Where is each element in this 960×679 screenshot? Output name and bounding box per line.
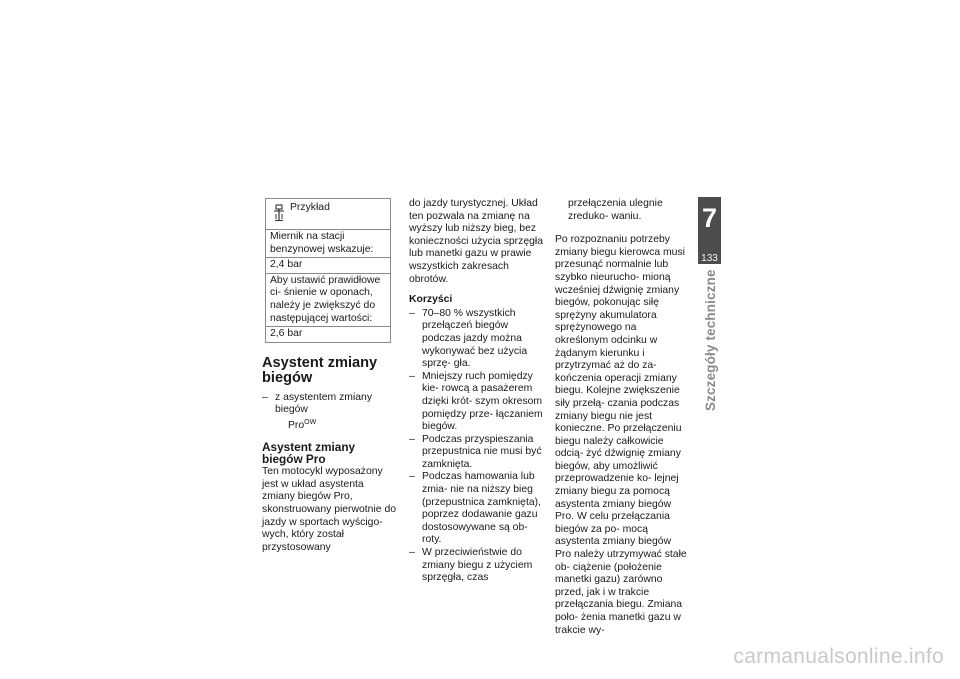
equipment-note: [262, 392, 396, 433]
example-label: Przykład: [290, 202, 330, 213]
shift-procedure-paragraph: Po rozpoznaniu potrzeby zmiany biegu kierowca musi przesunąć normalnie lub szybko nieurucho- mioną wcześniej dźwignię zmiany biegów, pokonując siłę sprężyny akumulatora sprężynowego na określonym odcinku w żądanym kierunku i przytrzymać aż do za- kończenia operacji zmiany biegu. Kolejne zwiększenie siły przełą- czania podczas zmiany biegu nie jest konieczne. Po przełączeniu biegu należy całkowicie odcią- żyć dźwignię zmiany biegów, aby umożliwić przeprowadzenie ko- lejnej zmiany biegu za pomocą asystenta zmiany biegów Pro. W celu przełączania biegów za po- mocą asystenta zmiany biegów Pro należy utrzymywać stałe ob- ciążenie (położenie manetki gazu) zarówno przed, jak i w trakcie przełączania biegu. Zmiana poło- żenia manetki gazu w trakcie wy-: [555, 234, 687, 636]
benefit-item: – Podczas przyspieszania przepustnica nie musi być zamknięta.: [409, 434, 545, 472]
intro-paragraph: Ten motocykl wyposażony jest w układ asystenta zmiany biegów Pro, skonstruowany pierwotnie do jazdy w sportach wyścigo- wych, który został przystosowany: [262, 466, 396, 553]
tire-gauge-icon: [272, 204, 286, 222]
equipment-note-pro: Pro: [288, 419, 305, 431]
benefit-item: – 70–80 % wszystkich przełączeń biegów podczas jazdy można wykonywać bez użycia sprzę- gła.: [409, 308, 545, 371]
benefits-list: [409, 308, 545, 585]
example-row-4: 2,6 bar: [266, 327, 391, 343]
example-table-header: [266, 199, 391, 230]
column-2: [409, 198, 545, 585]
equipment-note-cont: [275, 417, 396, 433]
benefit-item: – Mniejszy ruch pomiędzy kie- rowcą a pasażerem dzięki krót- szym okresom pomiędzy prze- łączaniem biegów.: [409, 371, 545, 434]
intro-continuation: do jazdy turystycznej. Układ ten pozwala na zmianę na wyższy lub niższy bieg, bez konieczności użycia sprzęgła lub manetki gazu w prawie wszystkich zakresach obrotów.: [409, 198, 543, 285]
equipment-note-sup: OW: [304, 418, 317, 426]
chapter-number: 7: [701, 203, 718, 233]
column-3: [555, 198, 688, 637]
benefit-item: – W przeciwieństwie do zmiany biegu z użyciem sprzęgła, czas: [409, 547, 545, 585]
chapter-title: Szczegóły techniczne: [703, 269, 718, 411]
equipment-note-text: z asystentem zmiany biegów: [275, 391, 373, 416]
benefit-item: – Podczas hamowania lub zmia- nie na niższy bieg (przepustnica zamknięta), poprzez dodawanie gazu dostosowywane są ob- roty.: [409, 471, 545, 547]
section-heading: Asystent zmiany biegów: [262, 354, 378, 386]
example-row-3: Aby ustawić prawidłowe ci- śnienie w oponach, należy je zwiększyć do następującej wartości:: [266, 273, 391, 326]
example-row-1: Miernik na stacji benzynowej wskazuje:: [266, 230, 391, 258]
column-1: [262, 198, 396, 554]
benefit-continuation: przełączenia ulegnie zreduko- waniu.: [568, 198, 663, 222]
watermark: carmanualsonline.info: [733, 645, 944, 668]
subsection-heading: Asystent zmiany biegów Pro: [262, 439, 356, 467]
example-row-2: 2,4 bar: [266, 258, 391, 274]
benefits-heading: Korzyści: [409, 294, 453, 306]
page-number: 133: [701, 253, 718, 264]
chapter-tab: [698, 197, 721, 264]
equipment-note-item: [262, 392, 396, 433]
example-table: [265, 198, 391, 343]
